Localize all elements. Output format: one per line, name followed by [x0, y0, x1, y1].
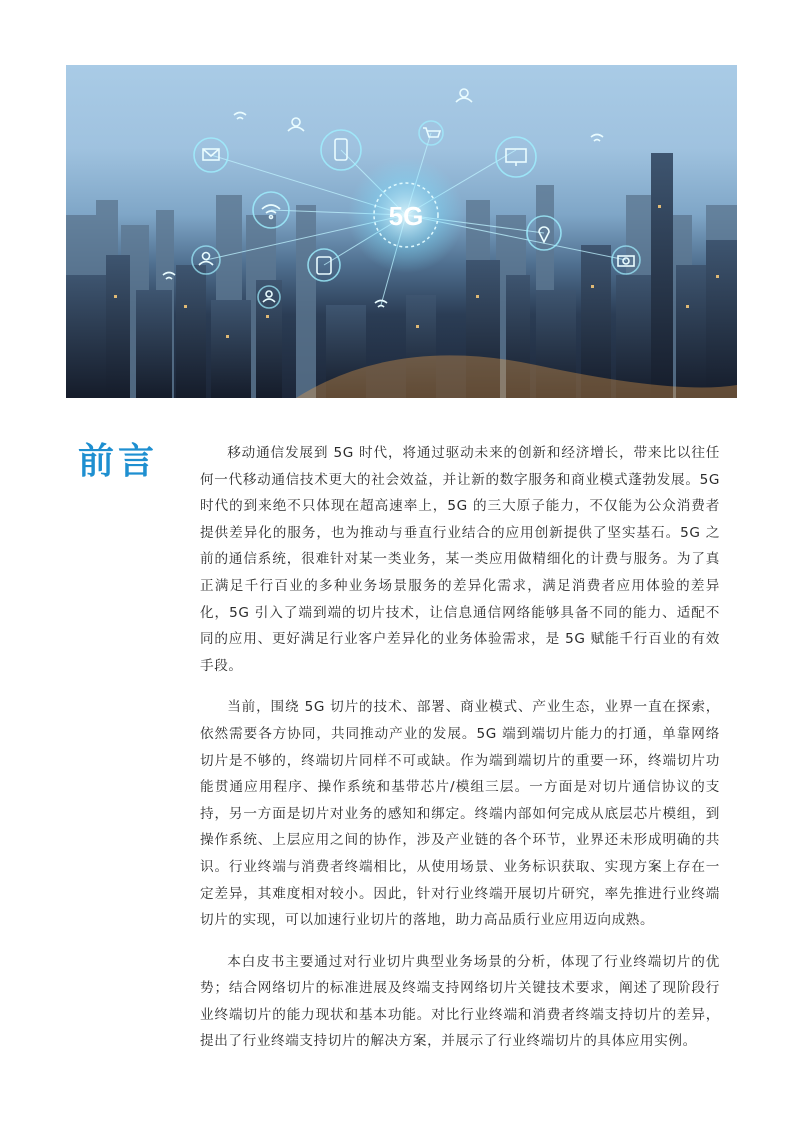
user-icon — [456, 89, 472, 102]
section-title: 前言 — [78, 441, 159, 482]
envelope-icon — [194, 138, 228, 172]
monitor-icon — [496, 137, 536, 177]
user-icon — [288, 118, 304, 131]
hero-image — [66, 65, 737, 398]
5g-badge-text: 5G — [388, 201, 424, 231]
city-skyline-illustration — [66, 65, 737, 398]
paragraph: 当前，围绕 5G 切片的技术、部署、商业模式、产业生态，业界一直在探索，依然需要各方协同，共同推动产业的发展。5G 端到端切片能力的打通，单靠网络切片是不够的，终端切片同样不可或缺。作为端到端切片的重要一环，终端切片功能贯通应用程序、操作系统和基带芯片/模组三层。一方面是对切片通信协议的支持，另一方面是切片对业务的感知和绑定。终端内部如何完成从底层芯片模组，到操作系统、上层应用之间的协作，涉及产业链的各个环节，业界还未形成明确的共识。行业终端与消费者终端相比，从使用场景、业务标识获取、实现方案上存在一定差异，其难度相对较小。因此，针对行业终端开展切片研究，率先推进行业终端切片的实现，可以加速行业切片的落地，助力高品质行业应用迈向成熟。 — [200, 699, 720, 929]
preface-body — [200, 440, 720, 1070]
paragraph: 移动通信发展到 5G 时代，将通过驱动未来的创新和经济增长，带来比以往任何一代移动通信技术更大的社会效益，并让新的数字服务和商业模式蓬勃发展。5G 时代的到来绝不只体现在超高速率上，5G 的三大原子能力，不仅能为公众消费者提供差异化的服务，也为推动与垂直行业结合的应用创新提供了坚实基石。5G 之前的通信系统，很难针对某一类业务，某一类应用做精细化的计费与服务。为了真正满足千行百业的多种业务场景服务的差异化需求，满足消费者应用体验的差异化，5G 引入了端到端的切片技术，让信息通信网络能够具备不同的能力、适配不同的应用、更好满足行业客户差异化的业务体验需求，是 5G 赋能千行百业的有效手段。 — [200, 445, 720, 674]
wifi-icon — [591, 135, 603, 142]
wifi-icon — [234, 113, 246, 120]
paragraph: 本白皮书主要通过对行业切片典型业务场景的分析，体现了行业终端切片的优势；结合网络切片的标准进展及终端支持网络切片关键技术要求，阐述了现阶段行业终端切片的能力现状和基本功能。对比行业终端和消费者终端支持切片的差异，提出了行业终端支持切片的解决方案，并展示了行业终端切片的具体应用实例。 — [200, 953, 720, 1050]
